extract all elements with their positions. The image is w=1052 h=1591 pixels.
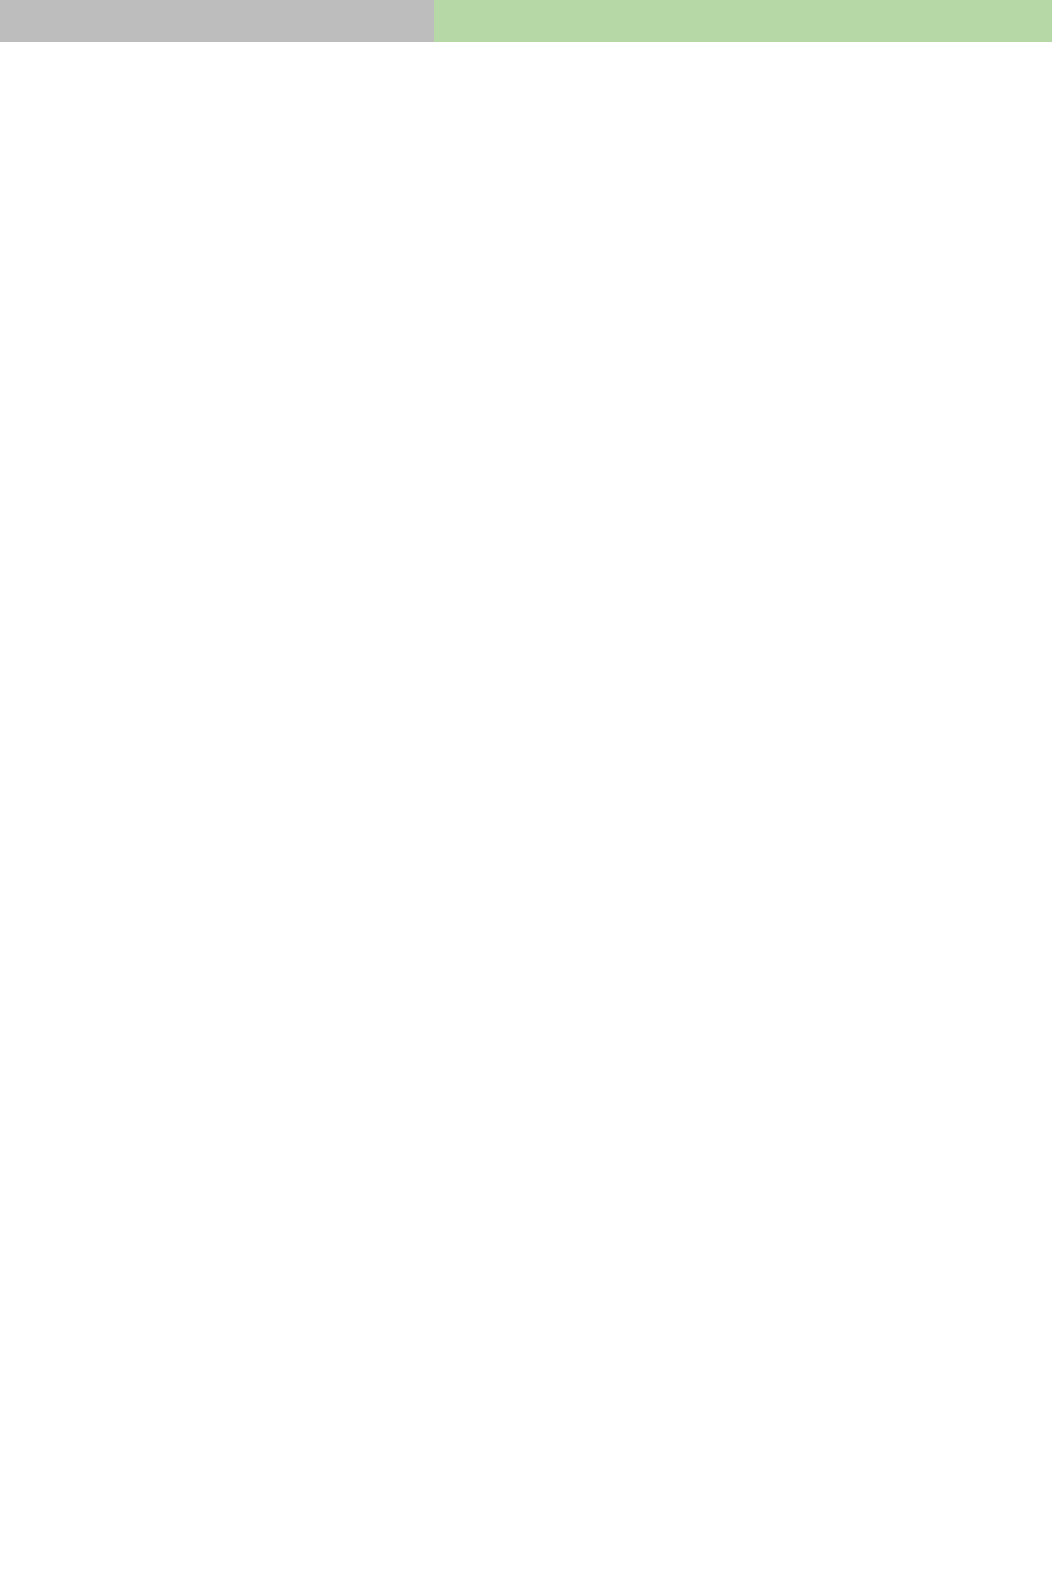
header-bar [0, 0, 434, 42]
header-icons-bar [434, 0, 1052, 42]
